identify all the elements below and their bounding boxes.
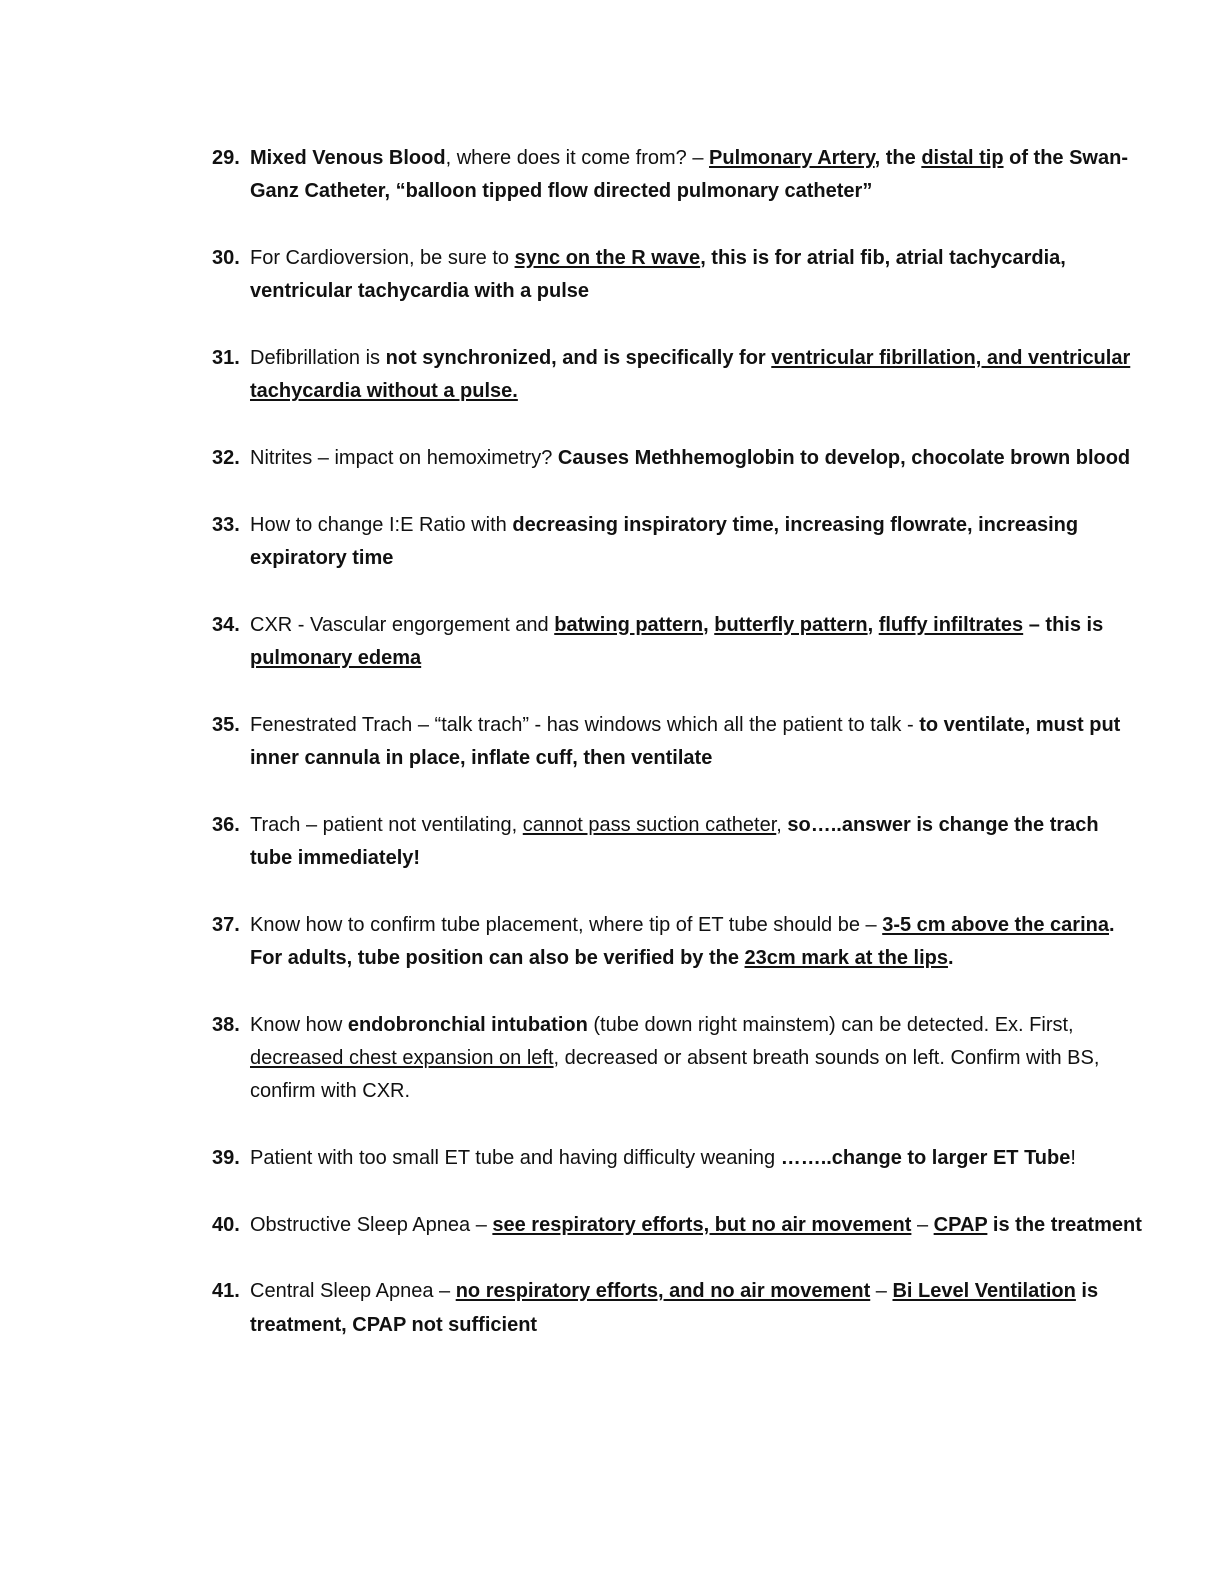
- item-number: 41.: [212, 1280, 240, 1303]
- list-item: [212, 509, 1142, 576]
- text-segment: Know how to confirm tube placement, where tip of ET tube should be –: [250, 913, 883, 936]
- text-segment: sync on the R wave: [514, 247, 701, 269]
- list-item: [212, 1009, 1142, 1109]
- text-segment: fluffy infiltrates: [878, 613, 1024, 636]
- item-number: 39.: [212, 1147, 240, 1169]
- list-item: [212, 709, 1142, 776]
- text-segment: ,: [776, 813, 788, 836]
- list-item: [212, 342, 1142, 409]
- text-segment: Pulmonary Artery: [709, 147, 875, 169]
- item-text: [250, 914, 1115, 969]
- text-segment: Fenestrated Trach – “talk trach” - has windows which all the patient to talk -: [250, 713, 920, 736]
- item-number: 33.: [212, 513, 240, 536]
- item-text: [250, 1214, 1142, 1236]
- text-segment: pulmonary edema: [250, 647, 422, 669]
- item-number: 40.: [212, 1213, 240, 1236]
- list-item: [212, 1209, 1142, 1242]
- item-text: [250, 614, 1103, 669]
- text-segment: is treatment, CPAP not sufficient: [250, 1280, 1099, 1336]
- text-segment: For Cardioversion, be sure to: [250, 247, 515, 269]
- text-segment: Know how: [250, 1013, 348, 1036]
- text-segment: distal tip: [921, 147, 1004, 169]
- item-number: 29.: [212, 147, 240, 169]
- text-segment: see respiratory efforts, but no air movement: [492, 1213, 912, 1236]
- list-item: [212, 609, 1142, 676]
- text-segment: Causes Methhemoglobin to develop, chocolate brown blood: [557, 447, 1131, 469]
- text-segment: Defibrillation is: [250, 347, 386, 369]
- text-segment: not synchronized, and is specifically for: [385, 347, 772, 369]
- text-segment: , the: [874, 147, 922, 169]
- text-segment: no respiratory efforts, and no air movement: [455, 1280, 871, 1303]
- item-text: [250, 1014, 1099, 1103]
- item-text: [250, 514, 1078, 569]
- text-segment: decreasing inspiratory time, increasing flowrate, increasing expiratory time: [250, 513, 1079, 569]
- text-segment: .: [947, 947, 954, 969]
- item-text: [250, 1147, 1076, 1169]
- text-segment: Bi Level Ventilation: [892, 1280, 1076, 1303]
- text-segment: , this is for atrial fib, atrial tachycardia, ventricular tachycardia with a pulse: [250, 247, 1066, 303]
- item-text: [250, 247, 1066, 302]
- item-text: [250, 814, 1099, 869]
- text-segment: to ventilate, must put inner cannula in place, inflate cuff, then ventilate: [250, 713, 1121, 769]
- list-item: [212, 909, 1142, 976]
- text-segment: 23cm mark at the lips: [744, 947, 948, 969]
- text-segment: ……..change to larger ET Tube: [780, 1147, 1071, 1169]
- text-segment: Central Sleep Apnea –: [250, 1280, 456, 1303]
- text-segment: –: [870, 1280, 893, 1303]
- text-segment: !: [1070, 1147, 1076, 1169]
- item-number: 36.: [212, 813, 240, 836]
- text-segment: of the Swan-Ganz Catheter, “balloon tipped flow directed pulmonary catheter”: [250, 147, 1128, 203]
- list-item: [212, 1142, 1142, 1175]
- text-segment: How to change I:E Ratio with: [250, 513, 513, 536]
- item-number: 34.: [212, 613, 240, 636]
- text-segment: –: [911, 1213, 934, 1236]
- text-segment: Obstructive Sleep Apnea –: [250, 1213, 493, 1236]
- text-segment: butterfly pattern: [714, 613, 868, 636]
- text-segment: Trach – patient not ventilating,: [250, 813, 523, 836]
- numbered-list: [212, 142, 1142, 1375]
- list-item: [212, 142, 1142, 209]
- item-text: [250, 447, 1130, 469]
- text-segment: 3-5 cm above the carina: [882, 913, 1109, 936]
- text-segment: . For adults, tube position can also be verified by the: [250, 913, 1115, 969]
- item-text: [250, 714, 1120, 769]
- item-text: [250, 147, 1128, 202]
- item-text: [250, 347, 1130, 402]
- item-number: 35.: [212, 713, 240, 736]
- list-item: [212, 809, 1142, 876]
- item-number: 38.: [212, 1013, 240, 1036]
- text-segment: so…..answer is change the trach tube immediately!: [250, 813, 1099, 869]
- list-item: [212, 442, 1142, 475]
- text-segment: , where does it come from? –: [445, 147, 710, 169]
- list-item: [212, 1275, 1142, 1342]
- text-segment: Patient with too small ET tube and having difficulty weaning: [250, 1147, 781, 1169]
- item-number: 37.: [212, 913, 240, 936]
- text-segment: CXR - Vascular engorgement and: [250, 613, 555, 636]
- text-segment: ,: [703, 613, 715, 636]
- text-segment: Mixed Venous Blood: [250, 147, 446, 169]
- text-segment: is the treatment: [987, 1213, 1142, 1236]
- item-number: 30.: [212, 247, 240, 269]
- text-segment: ,: [867, 613, 879, 636]
- text-segment: CPAP: [933, 1213, 988, 1236]
- text-segment: Nitrites – impact on hemoximetry?: [250, 447, 558, 469]
- text-segment: , decreased or absent breath sounds on left. Confirm with BS, confirm with CXR.: [250, 1047, 1100, 1103]
- item-number: 31.: [212, 347, 240, 369]
- text-segment: cannot pass suction catheter: [522, 813, 777, 836]
- text-segment: ventricular fibrillation, and ventricular tachycardia without a pulse.: [250, 347, 1131, 403]
- text-segment: – this is: [1023, 613, 1104, 636]
- list-item: [212, 242, 1142, 309]
- item-text: [250, 1280, 1098, 1335]
- item-number: 32.: [212, 447, 240, 469]
- text-segment: batwing pattern: [554, 613, 704, 636]
- text-segment: (tube down right mainstem) can be detected. Ex. First,: [587, 1013, 1074, 1036]
- text-segment: endobronchial intubation: [347, 1013, 588, 1036]
- text-segment: decreased chest expansion on left: [250, 1047, 554, 1069]
